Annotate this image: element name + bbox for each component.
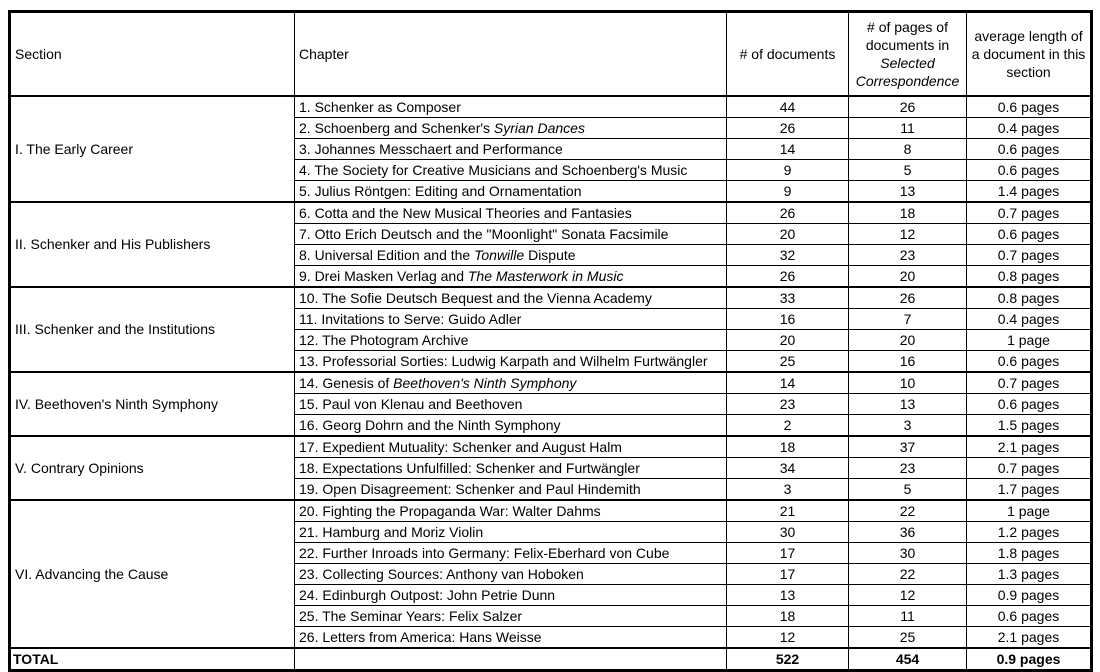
pages-cell: 37 xyxy=(849,436,967,458)
pages-cell: 23 xyxy=(849,245,967,266)
documents-cell: 14 xyxy=(727,372,849,394)
pages-cell: 25 xyxy=(849,627,967,649)
pages-cell: 5 xyxy=(849,160,967,181)
chapter-cell: 5. Julius Röntgen: Editing and Ornamentation xyxy=(295,181,727,203)
pages-cell: 8 xyxy=(849,139,967,160)
average-cell: 0.6 pages xyxy=(967,96,1092,118)
pages-cell: 11 xyxy=(849,606,967,627)
average-cell: 0.6 pages xyxy=(967,351,1092,373)
average-cell: 0.6 pages xyxy=(967,394,1092,415)
documents-cell: 16 xyxy=(727,309,849,330)
documents-cell: 33 xyxy=(727,287,849,309)
pages-cell: 12 xyxy=(849,585,967,606)
average-cell: 0.8 pages xyxy=(967,287,1092,309)
header-pages: # of pages of documents in Selected Correspondence xyxy=(849,12,967,97)
pages-cell: 13 xyxy=(849,181,967,203)
chapter-cell: 12. The Photogram Archive xyxy=(295,330,727,351)
pages-cell: 36 xyxy=(849,522,967,543)
chapter-cell: 2. Schoenberg and Schenker's Syrian Dances xyxy=(295,118,727,139)
average-cell: 0.6 pages xyxy=(967,606,1092,627)
chapter-cell: 17. Expedient Mutuality: Schenker and August Halm xyxy=(295,436,727,458)
average-cell: 1 page xyxy=(967,500,1092,522)
documents-cell: 17 xyxy=(727,543,849,564)
average-cell: 2.1 pages xyxy=(967,436,1092,458)
documents-cell: 18 xyxy=(727,436,849,458)
chapter-cell: 23. Collecting Sources: Anthony van Hoboken xyxy=(295,564,727,585)
chapter-cell: 13. Professorial Sorties: Ludwig Karpath and Wilhelm Furtwängler xyxy=(295,351,727,373)
chapter-cell: 9. Drei Masken Verlag and The Masterwork in Music xyxy=(295,266,727,288)
average-cell: 0.7 pages xyxy=(967,372,1092,394)
chapter-cell: 11. Invitations to Serve: Guido Adler xyxy=(295,309,727,330)
average-cell: 1.7 pages xyxy=(967,479,1092,501)
pages-cell: 11 xyxy=(849,118,967,139)
documents-cell: 44 xyxy=(727,96,849,118)
documents-cell: 30 xyxy=(727,522,849,543)
documents-cell: 32 xyxy=(727,245,849,266)
average-cell: 0.4 pages xyxy=(967,118,1092,139)
documents-cell: 26 xyxy=(727,202,849,224)
pages-cell: 3 xyxy=(849,415,967,437)
table-body xyxy=(10,96,1092,671)
table-row xyxy=(10,96,1092,118)
average-cell: 0.6 pages xyxy=(967,224,1092,245)
chapter-cell: 10. The Sofie Deutsch Bequest and the Vienna Academy xyxy=(295,287,727,309)
documents-cell: 20 xyxy=(727,330,849,351)
chapter-cell: 4. The Society for Creative Musicians and Schoenberg's Music xyxy=(295,160,727,181)
average-cell: 1.3 pages xyxy=(967,564,1092,585)
section-cell: III. Schenker and the Institutions xyxy=(10,287,295,372)
pages-cell: 12 xyxy=(849,224,967,245)
average-cell: 0.7 pages xyxy=(967,458,1092,479)
section-cell: VI. Advancing the Cause xyxy=(10,500,295,648)
header-chapter: Chapter xyxy=(295,12,727,97)
documents-cell: 3 xyxy=(727,479,849,501)
chapter-cell: 3. Johannes Messchaert and Performance xyxy=(295,139,727,160)
chapter-cell: 24. Edinburgh Outpost: John Petrie Dunn xyxy=(295,585,727,606)
chapter-cell: 7. Otto Erich Deutsch and the "Moonlight" Sonata Facsimile xyxy=(295,224,727,245)
chapter-cell: 8. Universal Edition and the Tonwille Dispute xyxy=(295,245,727,266)
table-row xyxy=(10,500,1092,522)
documents-cell: 9 xyxy=(727,181,849,203)
total-label-cell: TOTAL xyxy=(10,648,295,671)
documents-cell: 14 xyxy=(727,139,849,160)
chapter-cell: 6. Cotta and the New Musical Theories and Fantasies xyxy=(295,202,727,224)
correspondence-summary-table xyxy=(8,10,1093,672)
header-section: Section xyxy=(10,12,295,97)
pages-cell: 20 xyxy=(849,266,967,288)
total-average-cell: 0.9 pages xyxy=(967,648,1092,671)
documents-cell: 12 xyxy=(727,627,849,649)
average-cell: 1.8 pages xyxy=(967,543,1092,564)
average-cell: 0.6 pages xyxy=(967,139,1092,160)
documents-cell: 2 xyxy=(727,415,849,437)
documents-cell: 21 xyxy=(727,500,849,522)
table-header xyxy=(10,12,1092,97)
pages-cell: 7 xyxy=(849,309,967,330)
header-average: average length of a document in this section xyxy=(967,12,1092,97)
pages-cell: 20 xyxy=(849,330,967,351)
table-row xyxy=(10,287,1092,309)
average-cell: 0.6 pages xyxy=(967,160,1092,181)
chapter-cell: 14. Genesis of Beethoven's Ninth Symphony xyxy=(295,372,727,394)
documents-cell: 9 xyxy=(727,160,849,181)
documents-cell: 18 xyxy=(727,606,849,627)
average-cell: 1.2 pages xyxy=(967,522,1092,543)
section-cell: IV. Beethoven's Ninth Symphony xyxy=(10,372,295,436)
table-row xyxy=(10,436,1092,458)
table-row xyxy=(10,372,1092,394)
chapter-cell: 15. Paul von Klenau and Beethoven xyxy=(295,394,727,415)
chapter-cell: 18. Expectations Unfulfilled: Schenker and Furtwängler xyxy=(295,458,727,479)
header-row xyxy=(10,12,1092,97)
pages-cell: 13 xyxy=(849,394,967,415)
average-cell: 1.4 pages xyxy=(967,181,1092,203)
average-cell: 0.7 pages xyxy=(967,202,1092,224)
documents-cell: 23 xyxy=(727,394,849,415)
chapter-cell: 25. The Seminar Years: Felix Salzer xyxy=(295,606,727,627)
average-cell: 0.9 pages xyxy=(967,585,1092,606)
total-documents-cell: 522 xyxy=(727,648,849,671)
section-cell: II. Schenker and His Publishers xyxy=(10,202,295,287)
chapter-cell: 20. Fighting the Propaganda War: Walter Dahms xyxy=(295,500,727,522)
pages-cell: 16 xyxy=(849,351,967,373)
documents-cell: 25 xyxy=(727,351,849,373)
pages-cell: 26 xyxy=(849,287,967,309)
documents-cell: 20 xyxy=(727,224,849,245)
pages-cell: 22 xyxy=(849,500,967,522)
chapter-cell: 22. Further Inroads into Germany: Felix-Eberhard von Cube xyxy=(295,543,727,564)
average-cell: 2.1 pages xyxy=(967,627,1092,649)
chapter-cell: 26. Letters from America: Hans Weisse xyxy=(295,627,727,649)
documents-cell: 34 xyxy=(727,458,849,479)
pages-cell: 10 xyxy=(849,372,967,394)
average-cell: 1.5 pages xyxy=(967,415,1092,437)
header-documents: # of documents xyxy=(727,12,849,97)
pages-cell: 5 xyxy=(849,479,967,501)
documents-cell: 26 xyxy=(727,266,849,288)
documents-cell: 17 xyxy=(727,564,849,585)
pages-cell: 22 xyxy=(849,564,967,585)
total-pages-cell: 454 xyxy=(849,648,967,671)
chapter-cell: 19. Open Disagreement: Schenker and Paul Hindemith xyxy=(295,479,727,501)
section-cell: I. The Early Career xyxy=(10,96,295,202)
documents-cell: 26 xyxy=(727,118,849,139)
documents-cell: 13 xyxy=(727,585,849,606)
section-cell: V. Contrary Opinions xyxy=(10,436,295,500)
chapter-cell: 16. Georg Dohrn and the Ninth Symphony xyxy=(295,415,727,437)
pages-cell: 23 xyxy=(849,458,967,479)
total-chapter-cell xyxy=(295,648,727,671)
average-cell: 0.4 pages xyxy=(967,309,1092,330)
chapter-cell: 21. Hamburg and Moriz Violin xyxy=(295,522,727,543)
average-cell: 0.7 pages xyxy=(967,245,1092,266)
average-cell: 1 page xyxy=(967,330,1092,351)
pages-cell: 26 xyxy=(849,96,967,118)
pages-cell: 30 xyxy=(849,543,967,564)
total-row xyxy=(10,648,1092,671)
average-cell: 0.8 pages xyxy=(967,266,1092,288)
pages-cell: 18 xyxy=(849,202,967,224)
table-row xyxy=(10,202,1092,224)
chapter-cell: 1. Schenker as Composer xyxy=(295,96,727,118)
